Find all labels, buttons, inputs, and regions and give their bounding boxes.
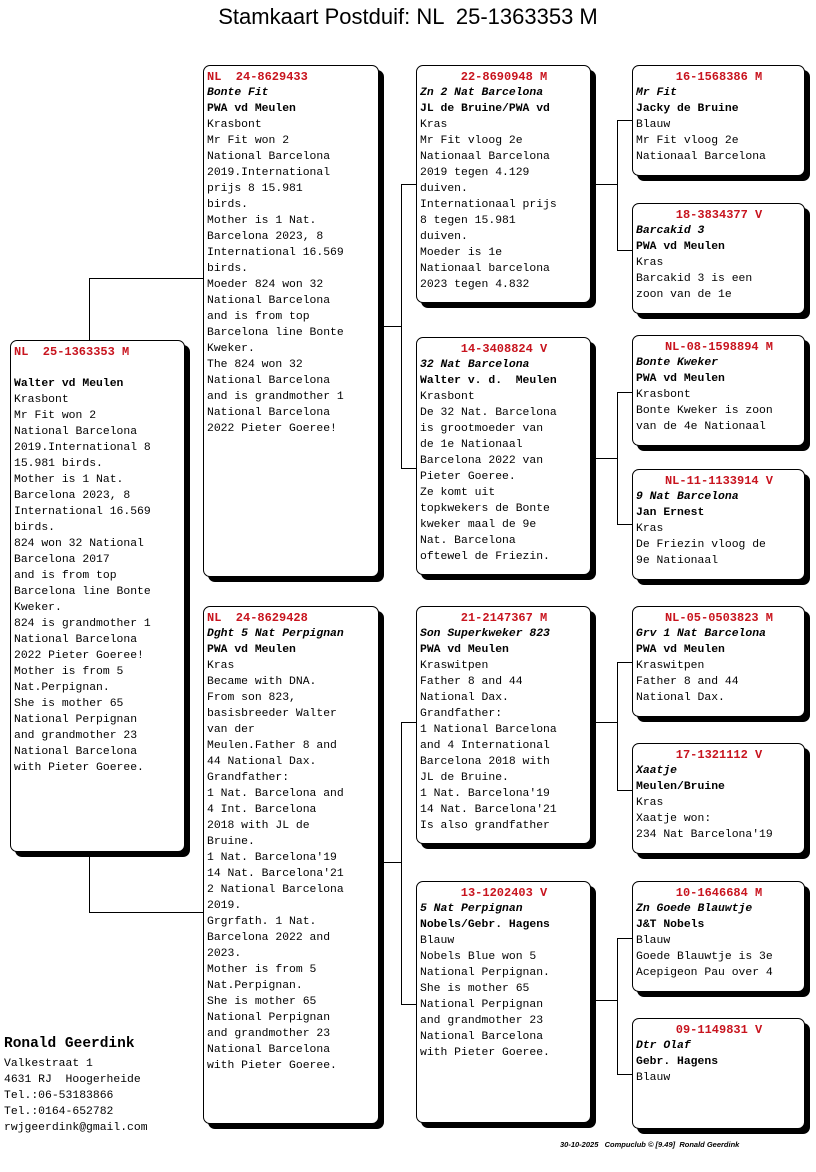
breeder: Walter v. d. Meulen <box>420 375 557 387</box>
ring-number: NL-08-1598894 M <box>664 340 774 354</box>
pigeon-name: Grv 1 Nat Barcelona <box>636 628 766 640</box>
page-title: Stamkaart Postduif: NL 25-1363353 M <box>218 4 598 29</box>
pigeon-name: Zn 2 Nat Barcelona <box>420 87 544 99</box>
breeder: PWA vd Meulen <box>636 241 725 253</box>
connector-line <box>617 392 618 524</box>
color: Blauw <box>636 935 671 947</box>
breeder: J&T Nobels <box>636 919 705 931</box>
mmf-card[interactable] <box>632 881 805 992</box>
info-text: De Friezin vloog de 9e Nationaal <box>636 539 766 567</box>
ring-number: 14-3408824 V <box>460 342 548 356</box>
color: Krasbont <box>207 119 262 131</box>
info-text: Mr Fit won 2 National Barcelona 2019.International 8 15.981 birds. Mother is 1 Nat. Barcelona 2023, 8 International 16.569 birds. 824 won 32 National Barcelona 2017 and is from top Barcelona line Bonte Kweker. 824 is grandmother 1 National Barcelona 2022 Pieter Goeree! Mother is from 5 Nat.Perpignan. She is mother 65 National Perpignan and grandmother 23 National Barcelona with Pieter Goeree. <box>14 410 151 774</box>
pigeon-name: 5 Nat Perpignan <box>420 903 523 915</box>
name-line <box>14 360 182 376</box>
connector-line <box>401 1004 417 1005</box>
connector-line <box>617 662 633 663</box>
pigeon-name: 32 Nat Barcelona <box>420 359 530 371</box>
ring-number: 18-3834377 V <box>675 208 763 222</box>
breeder: PWA vd Meulen <box>207 644 296 656</box>
father-mother-card[interactable] <box>416 337 591 575</box>
ring-number: NL 24-8629428 <box>207 611 308 625</box>
connector-line <box>401 184 417 185</box>
connector-line <box>401 468 417 469</box>
pigeon-name: Dght 5 Nat Perpignan <box>207 628 344 640</box>
breeder: Nobels/Gebr. Hagens <box>420 919 550 931</box>
ring-number: NL 25-1363353 M <box>14 345 130 359</box>
breeder: PWA vd Meulen <box>636 644 725 656</box>
color: Kras <box>636 523 664 535</box>
ring-number: 17-1321112 V <box>675 748 763 762</box>
fmf-card[interactable] <box>632 335 805 446</box>
connector-line <box>590 458 617 459</box>
ring-number: 22-8690948 M <box>460 70 548 84</box>
breeder: Gebr. Hagens <box>636 1056 719 1068</box>
breeder: JL de Bruine/PWA vd <box>420 103 550 115</box>
info-text: Mr Fit vloog 2e Nationaal Barcelona 2019 tegen 4.129 duiven. Internationaal prijs 8 tegen 15.981 duiven. Moeder is 1e Nationaal barcelona 2023 tegen 4.832 <box>420 135 557 291</box>
ffm-card[interactable] <box>632 203 805 314</box>
owner-street: Valkestraat 1 <box>4 1058 93 1070</box>
connector-line <box>401 722 417 723</box>
father-father-card[interactable] <box>416 65 591 303</box>
connector-line <box>617 120 618 250</box>
pigeon-name: Zn Goede Blauwtje <box>636 903 753 915</box>
ring-number: 10-1646684 M <box>675 886 763 900</box>
pigeon-name: 9 Nat Barcelona <box>636 491 739 503</box>
ring-number: NL-11-1133914 V <box>664 474 774 488</box>
connector-line <box>590 722 617 723</box>
connector-line <box>401 722 402 1004</box>
connector-line <box>617 120 633 121</box>
owner-name: Ronald Geerdink <box>4 1036 135 1052</box>
info-text: Became with DNA. From son 823, basisbreeder Walter van der Meulen.Father 8 and 44 National Dax. Grandfather: 1 Nat. Barcelona and 4 Int. Barcelona 2018 with JL de Bruine. 1 Nat. Barcelona'19 14 Nat. Barcelona'21 2 National Barcelona 2019. Grgrfath. 1 Nat. Barcelona 2022 and 2023. Mother is from 5 Nat.Perpignan. She is mother 65 National Perpignan and grandmother 23 National Barcelona with Pieter Goeree. <box>207 676 344 1072</box>
connector-line <box>617 250 633 251</box>
color: Kras <box>636 257 664 269</box>
connector-line <box>617 662 618 790</box>
breeder: Jacky de Bruine <box>636 103 739 115</box>
color: Krasbont <box>14 394 69 406</box>
connector-line <box>617 938 618 1074</box>
breeder: Meulen/Bruine <box>636 781 725 793</box>
ring-number: 09-1149831 V <box>675 1023 763 1037</box>
pigeon-name: Bonte Fit <box>207 87 269 99</box>
owner-phone: Tel.:0164-652782 <box>4 1106 114 1118</box>
info-text: Father 8 and 44 National Dax. <box>636 676 739 704</box>
mff-card[interactable] <box>632 606 805 717</box>
owner-email[interactable]: rwjgeerdink@gmail.com <box>4 1122 148 1134</box>
mmm-card[interactable] <box>632 1018 805 1129</box>
ring-number: 21-2147367 M <box>460 611 548 625</box>
connector-line <box>617 392 633 393</box>
pigeon-name: Mr Fit <box>636 87 678 99</box>
mfm-card[interactable] <box>632 743 805 854</box>
color: Kras <box>207 660 235 672</box>
fff-card[interactable] <box>632 65 805 176</box>
ring-number: NL 24-8629433 <box>207 70 308 84</box>
color: Krasbont <box>420 391 475 403</box>
pigeon-name: Son Superkweker 823 <box>420 628 550 640</box>
color: Krasbont <box>636 389 691 401</box>
color: Kraswitpen <box>420 660 489 672</box>
info-text: Xaatje won: 234 Nat Barcelona'19 <box>636 813 773 841</box>
pigeon-name: Xaatje <box>636 765 678 777</box>
ring-number: NL-05-0503823 M <box>664 611 774 625</box>
connector-line <box>89 278 90 340</box>
mother-mother-card[interactable] <box>416 881 591 1123</box>
connector-line <box>617 790 633 791</box>
pigeon-name: Barcakid 3 <box>636 225 705 237</box>
connector-line <box>379 862 401 863</box>
color: Blauw <box>636 119 671 131</box>
breeder: PWA vd Meulen <box>636 373 725 385</box>
breeder: Jan Ernest <box>636 507 705 519</box>
info-text: De 32 Nat. Barcelona is grootmoeder van de 1e Nationaal Barcelona 2022 van Pieter Goeree. Ze komt uit topkwekers de Bonte kweker maal de 9e Nat. Barcelona oftewel de Friezin. <box>420 407 557 563</box>
info-text: Mr Fit won 2 National Barcelona 2019.International prijs 8 15.981 birds. Mother is 1 Nat. Barcelona 2023, 8 International 16.569 birds. Moeder 824 won 32 National Barcelona and is from top Barcelona line Bonte Kweker. The 824 won 32 National Barcelona and is grandmother 1 National Barcelona 2022 Pieter Goeree! <box>207 135 344 435</box>
connector-line <box>617 1074 633 1075</box>
connector-line <box>89 912 205 913</box>
info-text: Goede Blauwtje is 3e Acepigeon Pau over 4 <box>636 951 773 979</box>
connector-line <box>617 938 633 939</box>
info-text: Nobels Blue won 5 National Perpignan. She is mother 65 National Perpignan and grandmother 23 National Barcelona with Pieter Goeree. <box>420 951 550 1059</box>
owner-block <box>4 1034 148 1136</box>
connector-line <box>401 184 402 468</box>
info-text: Bonte Kweker is zoon van de 4e Nationaal <box>636 405 773 433</box>
info-text: Father 8 and 44 National Dax. Grandfather: 1 National Barcelona and 4 International Barcelona 2018 with JL de Bruine. 1 Nat. Barcelona'19 14 Nat. Barcelona'21 Is also grandfather <box>420 676 557 832</box>
breeder: Walter vd Meulen <box>14 378 124 390</box>
ring-number: 13-1202403 V <box>460 886 548 900</box>
owner-city: 4631 RJ Hoogerheide <box>4 1074 141 1086</box>
pigeon-name: Bonte Kweker <box>636 357 719 369</box>
connector-line <box>617 524 633 525</box>
color: Kras <box>420 119 448 131</box>
connector-line <box>590 1000 617 1001</box>
breeder: PWA vd Meulen <box>207 103 296 115</box>
color: Blauw <box>636 1072 671 1084</box>
pigeon-card[interactable] <box>10 340 185 852</box>
fmm-card[interactable] <box>632 469 805 580</box>
father-card[interactable] <box>203 65 379 577</box>
footer-credit: 30-10-2025 Compuclub © [9.49] Ronald Geerdink <box>560 1140 740 1149</box>
connector-line <box>590 184 617 185</box>
connector-line <box>89 278 205 279</box>
ring-number: 16-1568386 M <box>675 70 763 84</box>
color: Kraswitpen <box>636 660 705 672</box>
connector-line <box>379 326 401 327</box>
info-text: Barcakid 3 is een zoon van de 1e <box>636 273 753 301</box>
color: Blauw <box>420 935 455 947</box>
pigeon-name: Dtr Olaf <box>636 1040 691 1052</box>
color: Kras <box>636 797 664 809</box>
info-text: Mr Fit vloog 2e Nationaal Barcelona <box>636 135 766 163</box>
connector-line <box>89 852 90 912</box>
mother-father-card[interactable] <box>416 606 591 844</box>
breeder: PWA vd Meulen <box>420 644 509 656</box>
mother-card[interactable] <box>203 606 379 1124</box>
owner-phone: Tel.:06-53183866 <box>4 1090 114 1102</box>
